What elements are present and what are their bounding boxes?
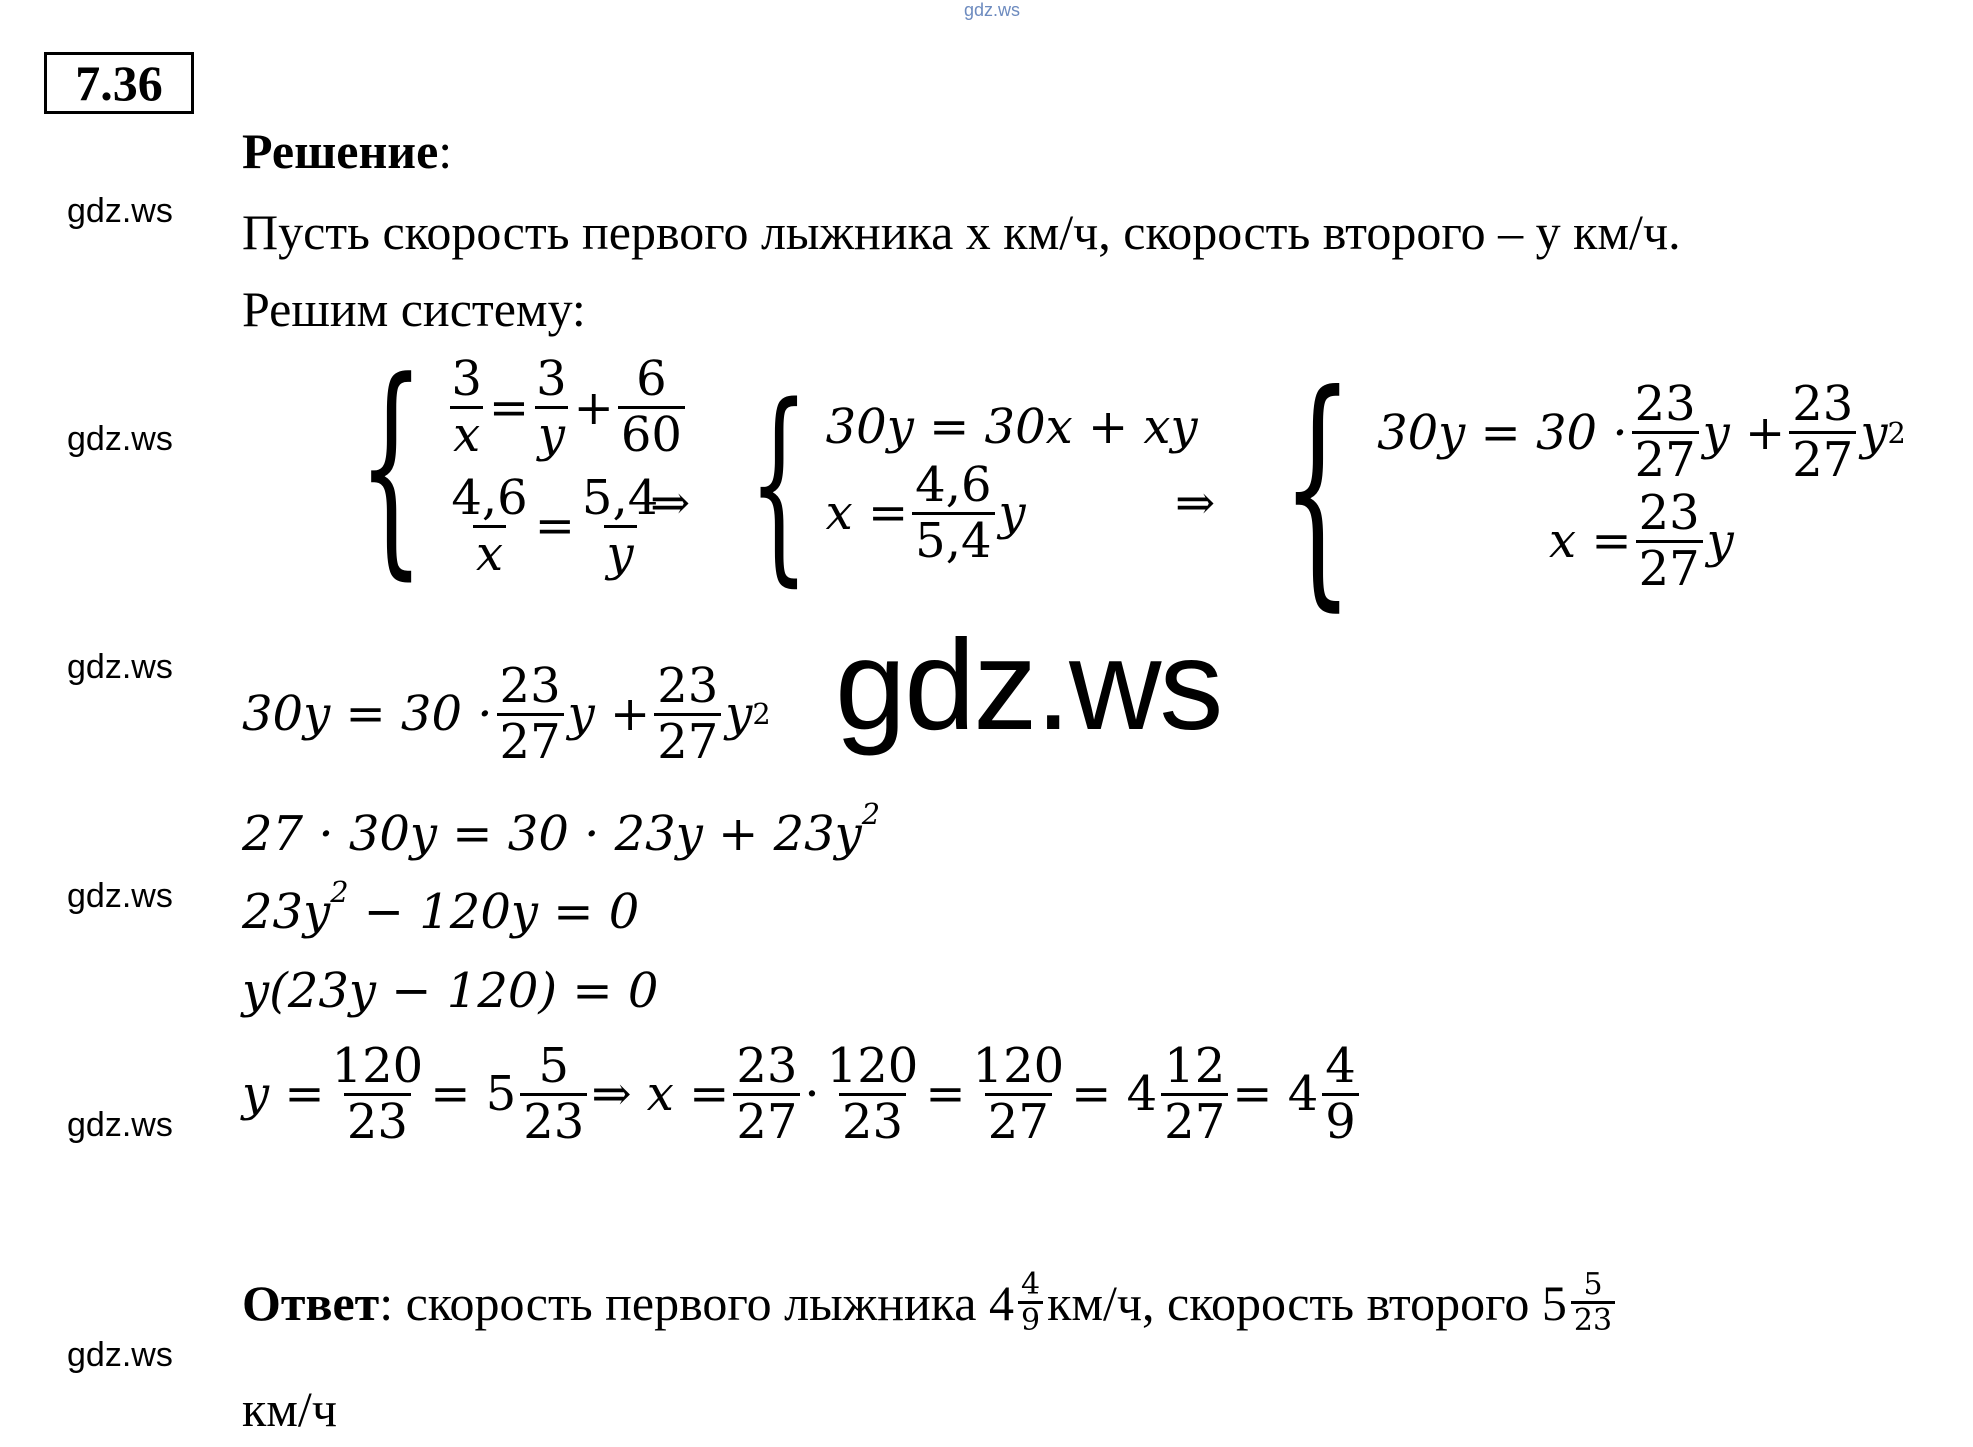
step-5 (242, 1040, 1363, 1149)
eq-sign: = (488, 379, 530, 436)
frac-num: 23 (1792, 376, 1854, 433)
side-watermark: gdz.ws (67, 192, 173, 230)
frac-den: 9 (1322, 1093, 1359, 1149)
frac-den: 9 (1018, 1301, 1043, 1337)
frac-den: 27 (654, 713, 721, 769)
solve-line: Решим систему: (242, 281, 586, 337)
frac-den: x (473, 525, 506, 581)
frac-num: 5 (538, 1038, 570, 1094)
step-2-text: 27 · 30y = 30 · 23y + 23y (242, 806, 862, 862)
frac-num: 120 (826, 1038, 919, 1094)
step-4: y(23y − 120) = 0 (242, 963, 659, 1019)
frac-den: x (450, 406, 483, 462)
top-watermark: gdz.ws (964, 0, 1021, 20)
step-3 (242, 875, 640, 940)
answer-text-2: км/ч, скорость второго 5 (1047, 1274, 1567, 1331)
frac-num: 6 (636, 351, 667, 408)
side-watermark: gdz.ws (67, 648, 173, 686)
brace-icon: { (358, 333, 425, 600)
step-1-left: 30y = 30 · (242, 686, 493, 743)
frac-num: 23 (1638, 485, 1700, 541)
frac-num: 23 (499, 658, 561, 714)
frac-num: 120 (972, 1038, 1065, 1094)
system-3-row-1-left: 30y = 30 · (1377, 404, 1628, 461)
step-1: 30y = 30 · $\frac{23}{27}$ y + $\frac{23}{27}$ y 2 (242, 658, 771, 770)
implies-text: ⇒ x = (591, 1066, 730, 1123)
frac-den: 5,4 (912, 512, 994, 568)
frac-num: 23 (736, 1038, 798, 1094)
system-3-row-2-left: x = (1549, 513, 1632, 570)
frac-num: 23 (657, 658, 719, 714)
frac-den: 27 (1161, 1093, 1228, 1149)
eq-sign: = 5 (430, 1066, 517, 1123)
frac-den: 27 (497, 713, 564, 769)
intro-line: Пусть скорость первого лыжника х км/ч, скорость второго – у км/ч. (242, 204, 1681, 260)
frac-den: 27 (1636, 540, 1703, 596)
eq-sign: = 4 (1232, 1066, 1319, 1123)
brace-icon: { (1281, 341, 1354, 632)
step-3-a: 23y (242, 884, 331, 940)
eq-sign: = (534, 498, 575, 555)
system-3-row-1-right: y (1860, 404, 1888, 461)
system-2-row-2-right: y (998, 485, 1026, 541)
frac-den: 27 (1632, 431, 1699, 487)
solution-colon: : (438, 123, 453, 179)
implies-arrow: ⇒ (650, 475, 691, 531)
system-2-row-1: 30y = 30x + xy (825, 398, 1198, 455)
solution-heading (242, 122, 452, 180)
system-1 (318, 333, 689, 600)
frac-den: y (535, 406, 568, 462)
system-2 (712, 360, 1198, 605)
step-1-mid: y + (567, 686, 651, 743)
answer-label: Ответ (242, 1274, 380, 1331)
frac-den: y (604, 525, 637, 581)
system-3-row-2-right: y (1706, 513, 1734, 570)
frac-num: 4 (1020, 1267, 1041, 1302)
exponent: 2 (330, 875, 349, 910)
implies-arrow: ⇒ (1175, 475, 1216, 531)
step-3-b: − 120y = 0 (348, 884, 640, 940)
side-watermark: gdz.ws (67, 877, 173, 915)
side-watermark: gdz.ws (67, 1336, 173, 1374)
frac-num: 120 (331, 1038, 424, 1094)
frac-num: 4 (1325, 1038, 1356, 1094)
dot-sign: · (804, 1066, 820, 1123)
system-2-row-2-left: x = (825, 485, 909, 541)
frac-den: 27 (985, 1093, 1052, 1149)
answer-line (242, 1268, 1619, 1337)
frac-den: 23 (1571, 1301, 1615, 1337)
step-1-right: y (725, 686, 753, 743)
problem-number-box: 7.36 (44, 52, 194, 114)
frac-num: 3 (536, 351, 567, 408)
frac-num: 5,4 (581, 470, 659, 526)
side-watermark: gdz.ws (67, 420, 173, 458)
answer-text-1: : скорость первого лыжника 4 (379, 1274, 1014, 1331)
frac-num: 23 (1634, 376, 1696, 433)
solution-label: Решение (242, 123, 439, 179)
frac-den: 23 (344, 1093, 411, 1149)
frac-num: 5 (1583, 1267, 1603, 1302)
frac-den: 27 (733, 1093, 800, 1149)
frac-den: 27 (1789, 431, 1856, 487)
frac-num: 12 (1164, 1038, 1226, 1094)
frac-den: 23 (839, 1093, 906, 1149)
frac-num: 3 (451, 351, 482, 408)
step-5-y-eq: y = (242, 1066, 325, 1123)
system-3-row-1-mid: y + (1702, 404, 1786, 461)
frac-num: 4,6 (451, 470, 528, 526)
exponent: 2 (861, 797, 881, 832)
eq-sign: = (925, 1066, 966, 1123)
frac-num: 4,6 (915, 456, 992, 513)
eq-sign: = 4 (1071, 1066, 1158, 1123)
system-3: { 30y = 30 · $\frac{23}{27}$ y + $\frac{23}{27}$ y 2 x = $\frac{23}{27}$ y (1281, 341, 1906, 632)
frac-den: 23 (520, 1093, 587, 1149)
plus-sign: + (573, 379, 614, 436)
step-2 (242, 797, 881, 862)
big-watermark: gdz.ws (835, 614, 1222, 757)
side-watermark: gdz.ws (67, 1106, 173, 1144)
brace-icon: { (748, 360, 809, 605)
answer-unit: км/ч (242, 1381, 337, 1437)
frac-den: 60 (618, 406, 685, 462)
